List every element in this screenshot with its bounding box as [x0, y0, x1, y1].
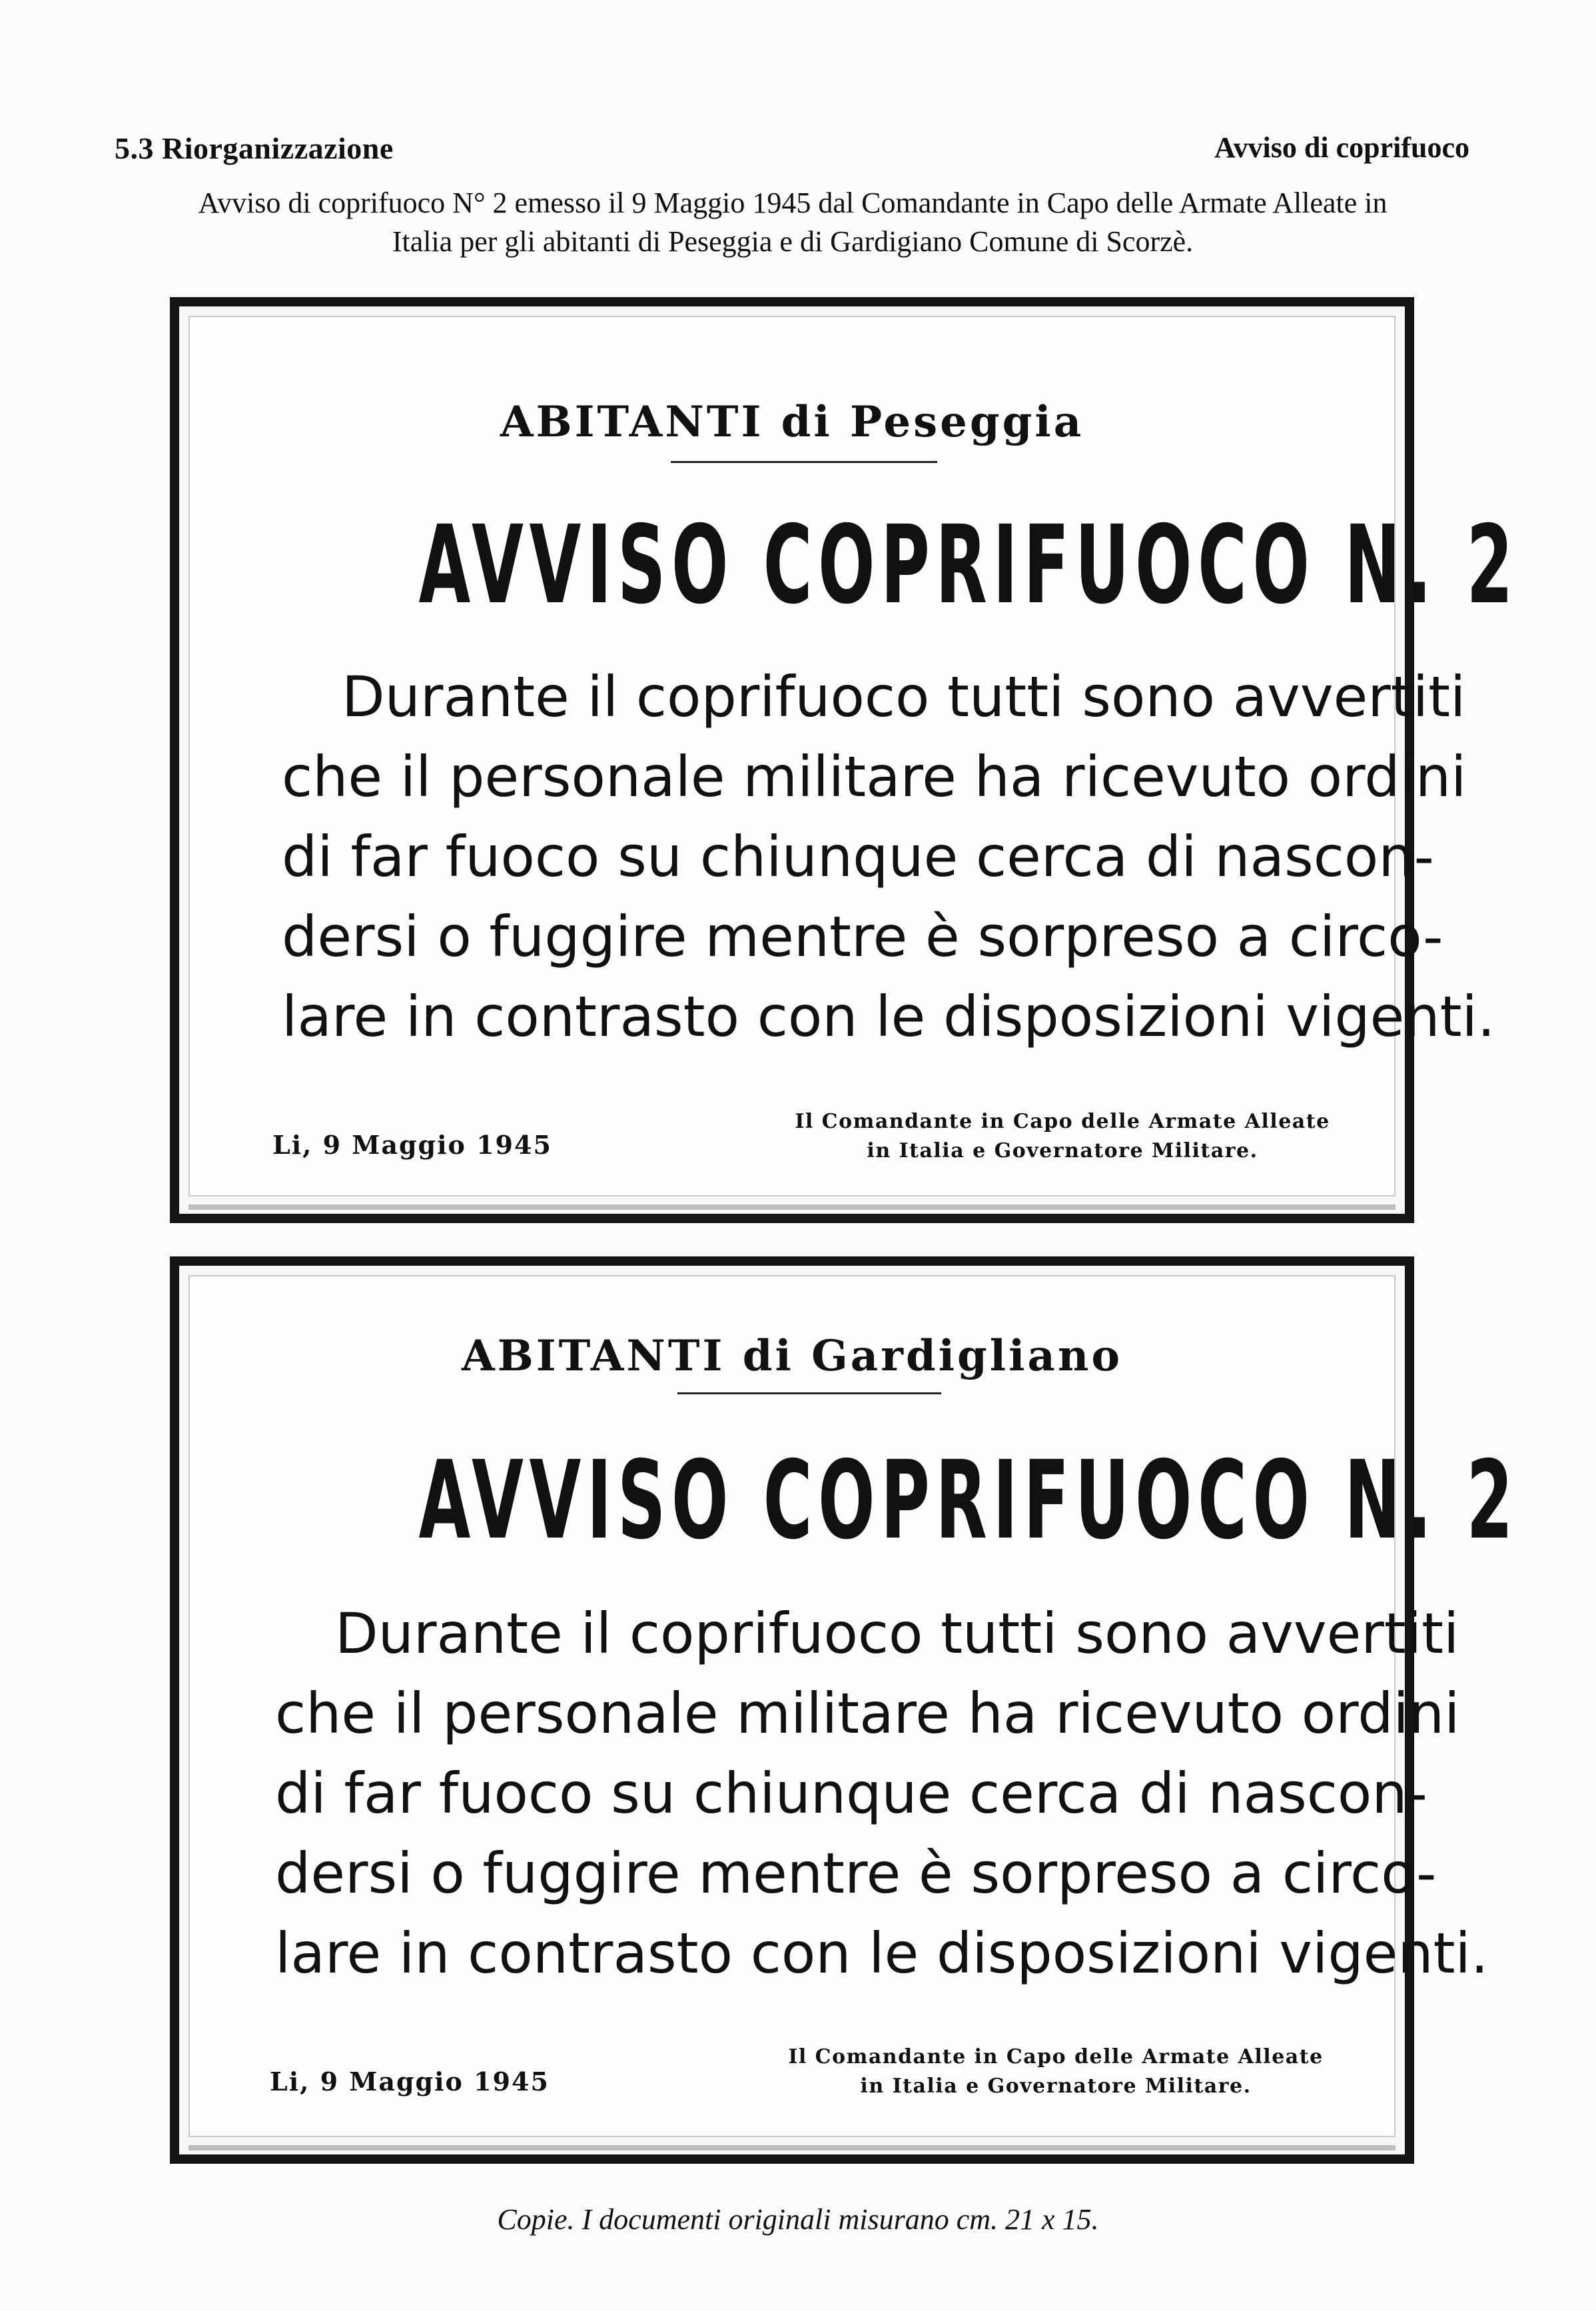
poster-body-line: che il personale militare ha ricevuto ordini — [282, 744, 1467, 809]
section-title: 5.3 Riorganizzazione — [115, 131, 394, 165]
page-topic-title: Avviso di coprifuoco — [1214, 131, 1469, 164]
intro-line-2: Italia per gli abitanti di Peseggia e di Gardigiano Comune di Scorzè. — [392, 225, 1194, 258]
poster-title: AVVISO COPRIFUOCO N. 2 — [418, 1438, 1519, 1564]
poster-paper — [189, 1275, 1519, 2137]
poster-body-line: Durante il coprifuoco tutti sono avvertiti — [342, 664, 1466, 729]
poster-signature — [736, 1107, 1389, 1166]
poster-date: Li, 9 Maggio 1945 — [270, 2067, 550, 2096]
poster-body-line: che il personale militare ha ricevuto ordini — [275, 1681, 1460, 1746]
poster-addressee: ABITANTI di Gardigliano — [461, 1331, 1123, 1381]
poster-signature-line-2: in Italia e Governatore Militare. — [860, 2075, 1252, 2098]
poster-paper — [189, 316, 1519, 1196]
poster-body-line: dersi o fuggire mentre è sorpreso a circo- — [282, 904, 1443, 969]
intro-line-1: Avviso di coprifuoco N° 2 emesso il 9 Maggio 1945 dal Comandante in Capo delle Armate Alleate in — [198, 187, 1388, 219]
poster-edge-shadow — [189, 1204, 1396, 1210]
figure-caption: Copie. I documenti originali misurano cm. 21 x 15. — [497, 2203, 1099, 2236]
poster-date: Li, 9 Maggio 1945 — [272, 1130, 552, 1160]
poster-body-line: di far fuoco su chiunque cerca di nascon- — [282, 824, 1434, 889]
intro-paragraph — [107, 184, 1479, 261]
poster-body — [275, 1594, 1489, 1993]
poster-signature — [723, 2043, 1389, 2101]
poster-addressee: ABITANTI di Peseggia — [500, 397, 1084, 447]
poster-body-line: di far fuoco su chiunque cerca di nascon- — [275, 1761, 1427, 1826]
poster-signature-line-1: Il Comandante in Capo delle Armate Alleate — [795, 1110, 1330, 1133]
curfew-poster-gardigliano — [170, 1256, 1519, 2164]
poster-rule — [677, 1392, 941, 1394]
poster-signature-line-1: Il Comandante in Capo delle Armate Alleate — [788, 2045, 1324, 2069]
poster-title: AVVISO COPRIFUOCO N. 2 — [418, 503, 1519, 628]
poster-body-line: dersi o fuggire mentre è sorpreso a circo- — [275, 1841, 1437, 1906]
poster-signature-line-2: in Italia e Governatore Militare. — [867, 1139, 1258, 1162]
poster-body-line: lare in contrasto con le disposizioni vigenti. — [282, 984, 1495, 1049]
poster-body-line: Durante il coprifuoco tutti sono avvertiti — [335, 1601, 1459, 1666]
curfew-poster-peseggia — [170, 297, 1519, 1223]
poster-body — [282, 657, 1495, 1057]
poster-body-line: lare in contrasto con le disposizioni vigenti. — [275, 1921, 1489, 1986]
poster-rule — [671, 461, 937, 463]
poster-edge-shadow — [189, 2145, 1396, 2150]
